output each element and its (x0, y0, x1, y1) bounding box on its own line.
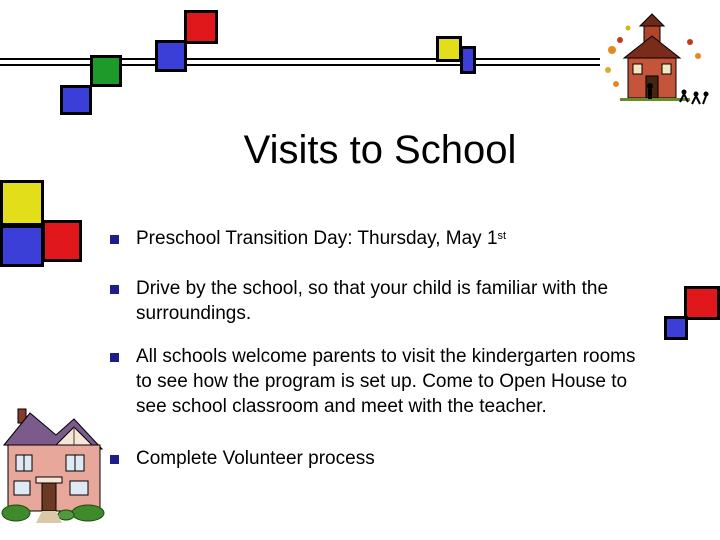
decor-square-red (42, 220, 82, 262)
bullet-item (110, 276, 670, 326)
decor-square-yellow (436, 36, 462, 62)
decor-square-red (184, 10, 218, 44)
decor-square-blue (0, 225, 44, 267)
decor-square-green (90, 55, 122, 87)
bullet-marker (110, 455, 119, 464)
bullet-item (110, 226, 670, 251)
bullet-marker (110, 353, 119, 362)
bullet-marker (110, 285, 119, 294)
bullet-text: All schools welcome parents to visit the kindergarten rooms to see how the program is set up. Come to Open House to see school classroom and meet with the teacher. (136, 346, 636, 417)
bullet-marker (110, 235, 119, 244)
bullet-superscript: st (497, 230, 507, 242)
bullet-text: Preschool Transition Day: Thursday, May 1 (136, 228, 498, 249)
decor-square-blue (155, 40, 187, 72)
decor-square-blue (60, 85, 92, 115)
bullet-item (110, 344, 670, 419)
schoolhouse-clipart-icon (600, 12, 710, 112)
bullet-text: Drive by the school, so that your child is familiar with the surroundings. (136, 278, 609, 324)
house-clipart-icon (0, 405, 108, 523)
decor-square-red (684, 286, 720, 320)
decor-square-yellow (0, 180, 44, 226)
decor-square-blue (460, 46, 476, 74)
slide-title: Visits to School (243, 128, 517, 172)
bullet-item (110, 446, 670, 471)
bullet-text: Complete Volunteer process (136, 448, 375, 469)
